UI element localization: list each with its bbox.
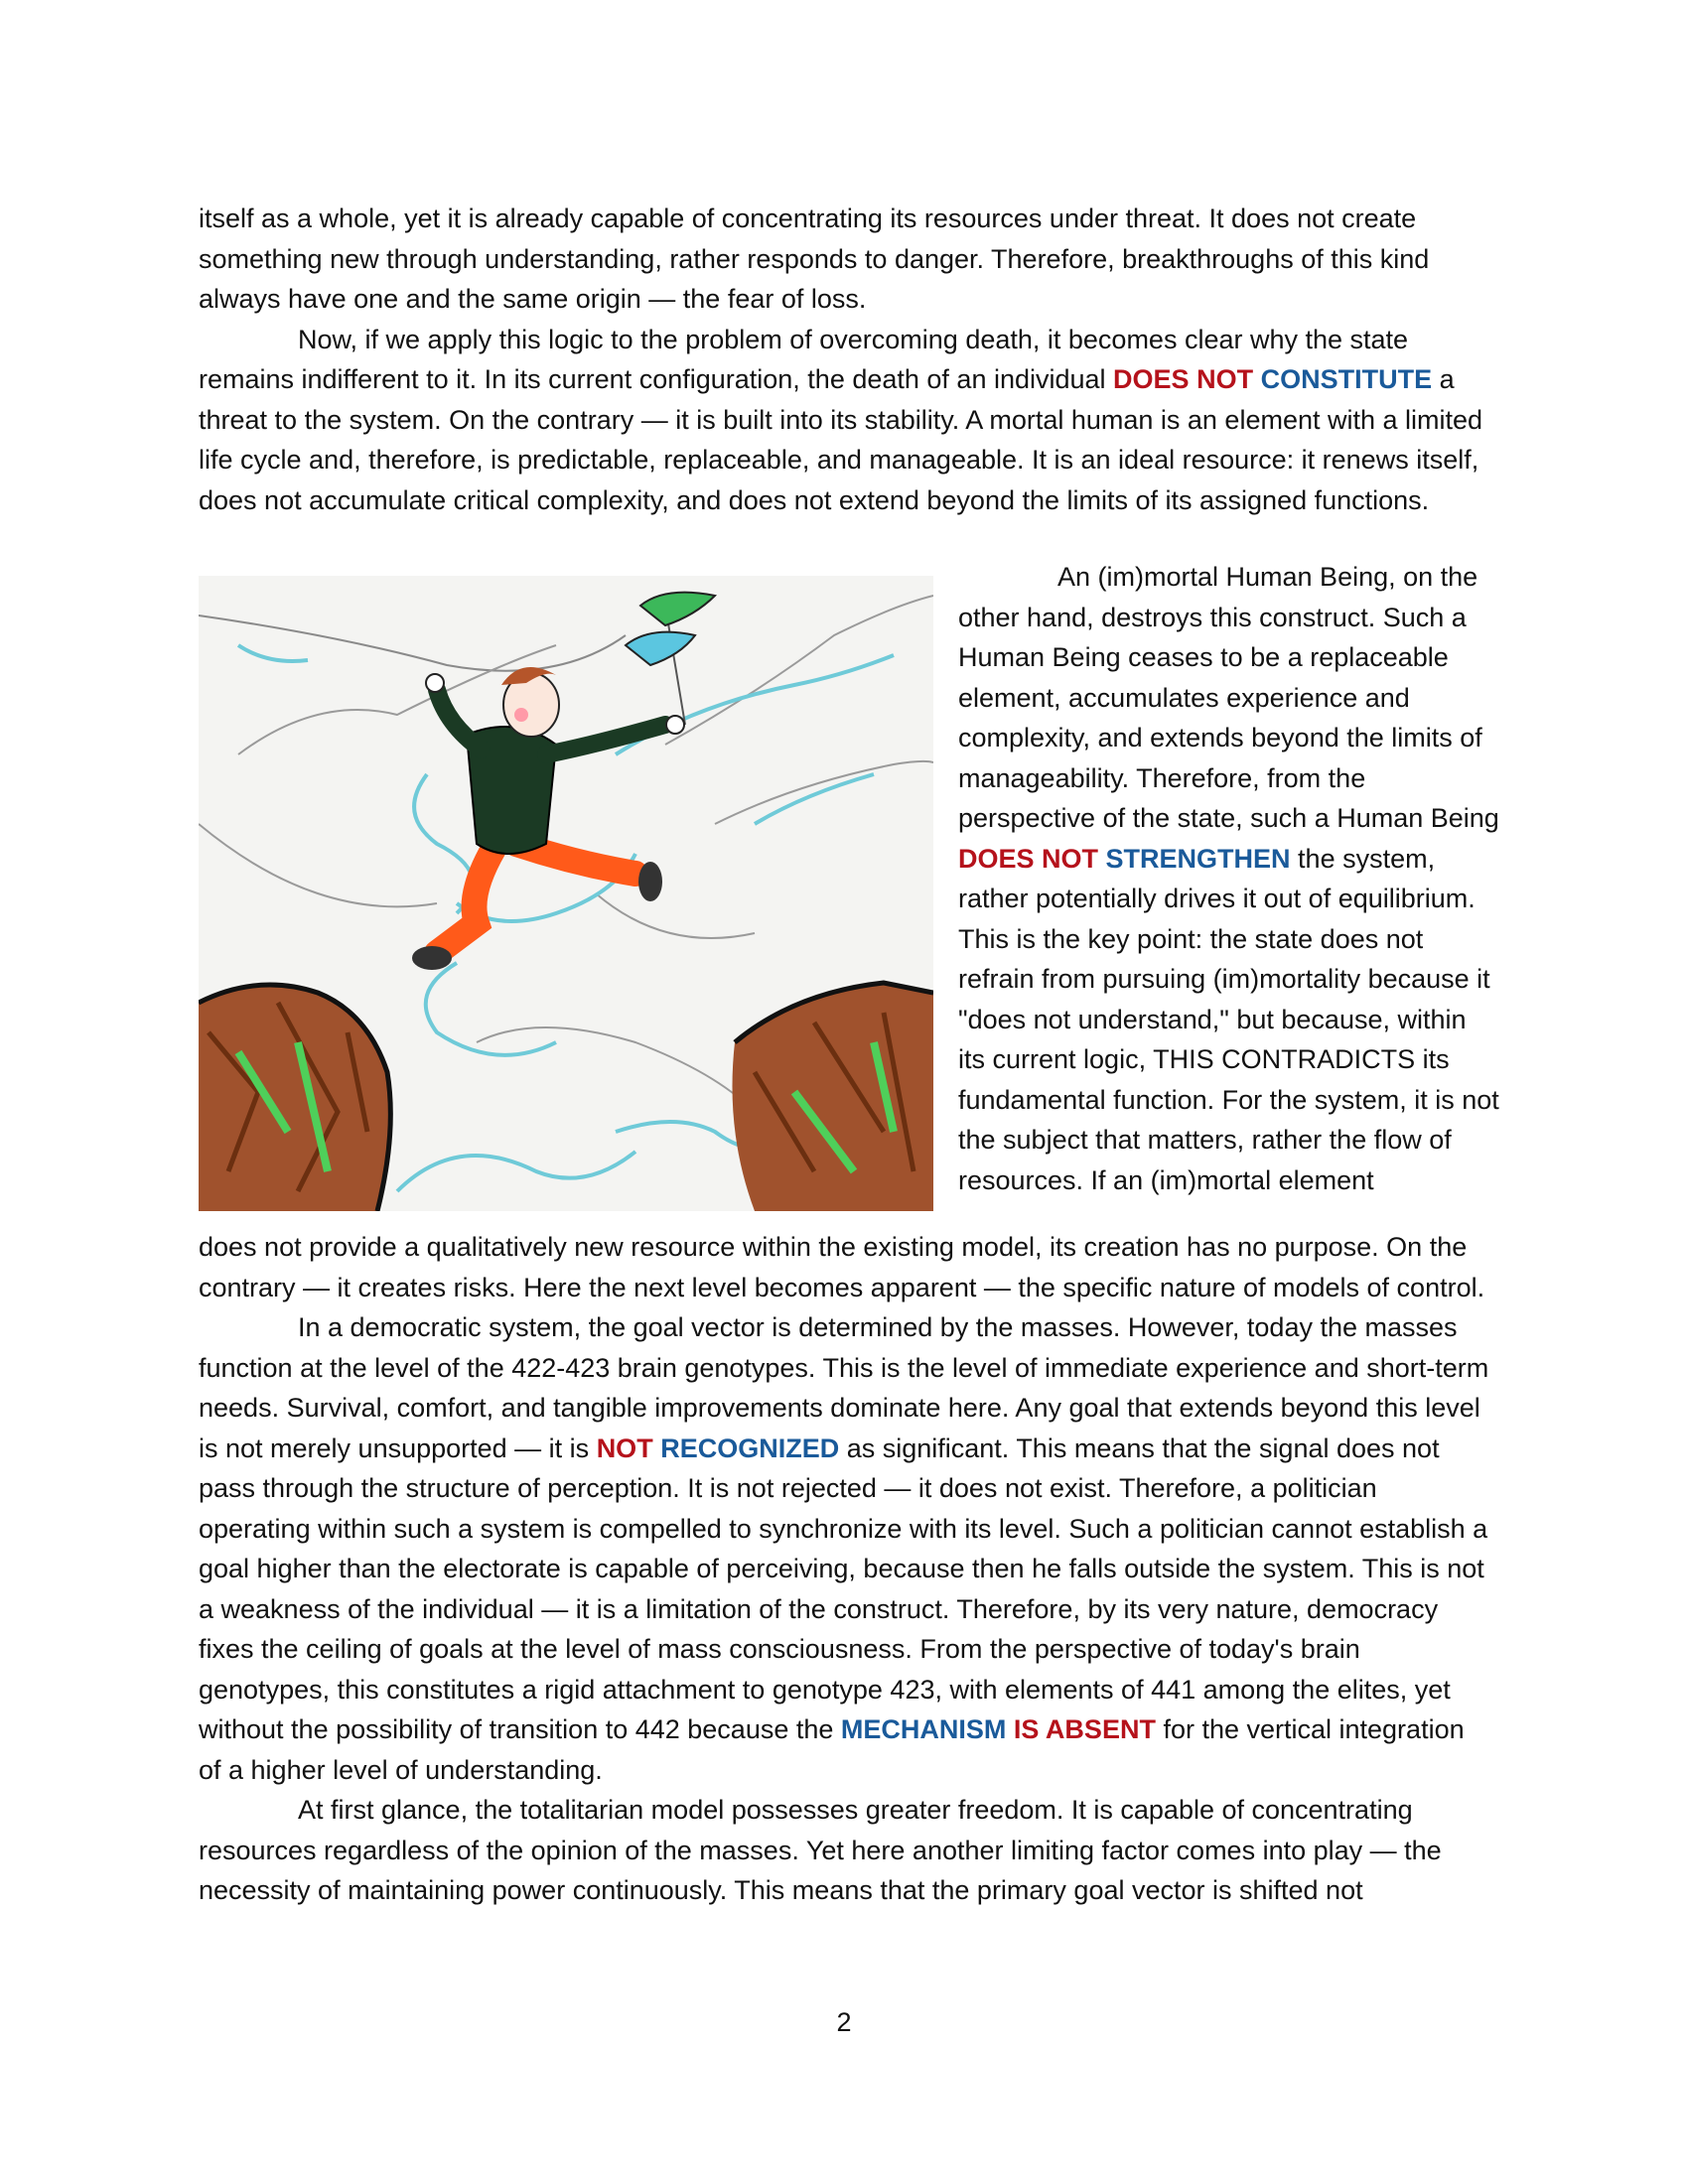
paragraph-2-text-a: Now, if we apply this logic to the problem of overcoming death, it becomes clear why the state remains indifferent to it. In its current configuration, the death of an individual bbox=[199, 324, 1409, 394]
emphasis-is-absent: IS ABSENT bbox=[1013, 1714, 1156, 1744]
paragraph-4 bbox=[199, 1307, 1489, 1790]
paragraph-4-text-c: for the vertical integration of a higher level of understanding. bbox=[199, 1714, 1465, 1785]
emphasis-mechanism: MECHANISM bbox=[840, 1714, 1007, 1744]
emphasis-constitute: CONSTITUTE bbox=[1260, 364, 1433, 394]
paragraph-side bbox=[958, 557, 1499, 1200]
side-text-b: the system, rather potentially drives it out of equilibrium. This is the key point: the state does not refrain from pursuing (im)mortality because it "does not understand," but because, within its current logic, THIS CONTRADICTS its fundamental function. For the system, it is not the subject that matters, rather the flow of resources. If an (im)mortal element bbox=[958, 843, 1499, 1195]
paragraph-2 bbox=[199, 320, 1489, 521]
paragraph-4-text-a: In a democratic system, the goal vector is determined by the masses. However, today the masses function at the level of the 422-423 brain genotypes. This is the level of immediate experience and short-term needs. Survival, comfort, and tangible improvements dominate here. Any goal that extends beyond this level is not merely unsupported — it is bbox=[199, 1312, 1489, 1463]
emphasis-not: NOT bbox=[596, 1433, 653, 1463]
paragraph-5: At first glance, the totalitarian model possesses greater freedom. It is capable of concentrating resources regardless of the opinion of the masses. Yet here another limiting factor comes into play — the necessity of maintaining power continuously. This means that the primary goal vector is shifted not bbox=[199, 1795, 1442, 1905]
paragraph-3: does not provide a qualitatively new resource within the existing model, its creation has no purpose. On the contrary — it creates risks. Here the next level becomes apparent — the specific nature of models of control. bbox=[199, 1232, 1485, 1302]
page-number: 2 bbox=[836, 2007, 852, 2037]
paragraph-4-text-b: as significant. This means that the signal does not pass through the structure of perception. It is not rejected — it does not exist. Therefore, a politician operating within such a system is compelled to synchronize with its level. Such a politician cannot establish a goal higher than the electorate is capable of perceiving, because then he falls outside the system. This is not a weakness of the individual — it is a limitation of the construct. Therefore, by its very nature, democracy fixes the ceiling of goals at the level of mass consciousness. From the perspective of today's brain genotypes, this constitutes a rigid attachment to genotype 423, with elements of 441 among the elites, yet without the possibility of transition to 442 because the bbox=[199, 1433, 1488, 1744]
emphasis-does-not: DOES NOT bbox=[1113, 364, 1254, 394]
bottom-text-block bbox=[199, 1227, 1489, 1911]
paragraph-1: itself as a whole, yet it is already capable of concentrating its resources under threat. It does not create something new through understanding, rather responds to danger. Therefore, breakthroughs of this kind always have one and the same origin — the fear of loss. bbox=[199, 204, 1430, 314]
side-text-a: An (im)mortal Human Being, on the other hand, destroys this construct. Such a Human Being ceases to be a replaceable element, accumulates experience and complexity, and extends beyond the limits of manageability. Therefore, from the perspective of the state, such a Human Being bbox=[958, 562, 1499, 833]
emphasis-recognized: RECOGNIZED bbox=[660, 1433, 840, 1463]
illustration-drawing bbox=[199, 576, 933, 1211]
illustration-jumping-man bbox=[199, 576, 933, 1211]
top-text-block bbox=[199, 199, 1489, 520]
side-text-block bbox=[958, 557, 1499, 1200]
emphasis-strengthen: STRENGTHEN bbox=[1105, 843, 1291, 874]
paragraph-2-text-b: a threat to the system. On the contrary — it is built into its stability. A mortal human is an element with a limited life cycle and, therefore, is predictable, replaceable, and manageable. It is an ideal resource: it renews itself, does not accumulate critical complexity, and does not extend beyond the limits of its assigned functions. bbox=[199, 364, 1483, 515]
emphasis-does-not-2: DOES NOT bbox=[958, 843, 1099, 874]
